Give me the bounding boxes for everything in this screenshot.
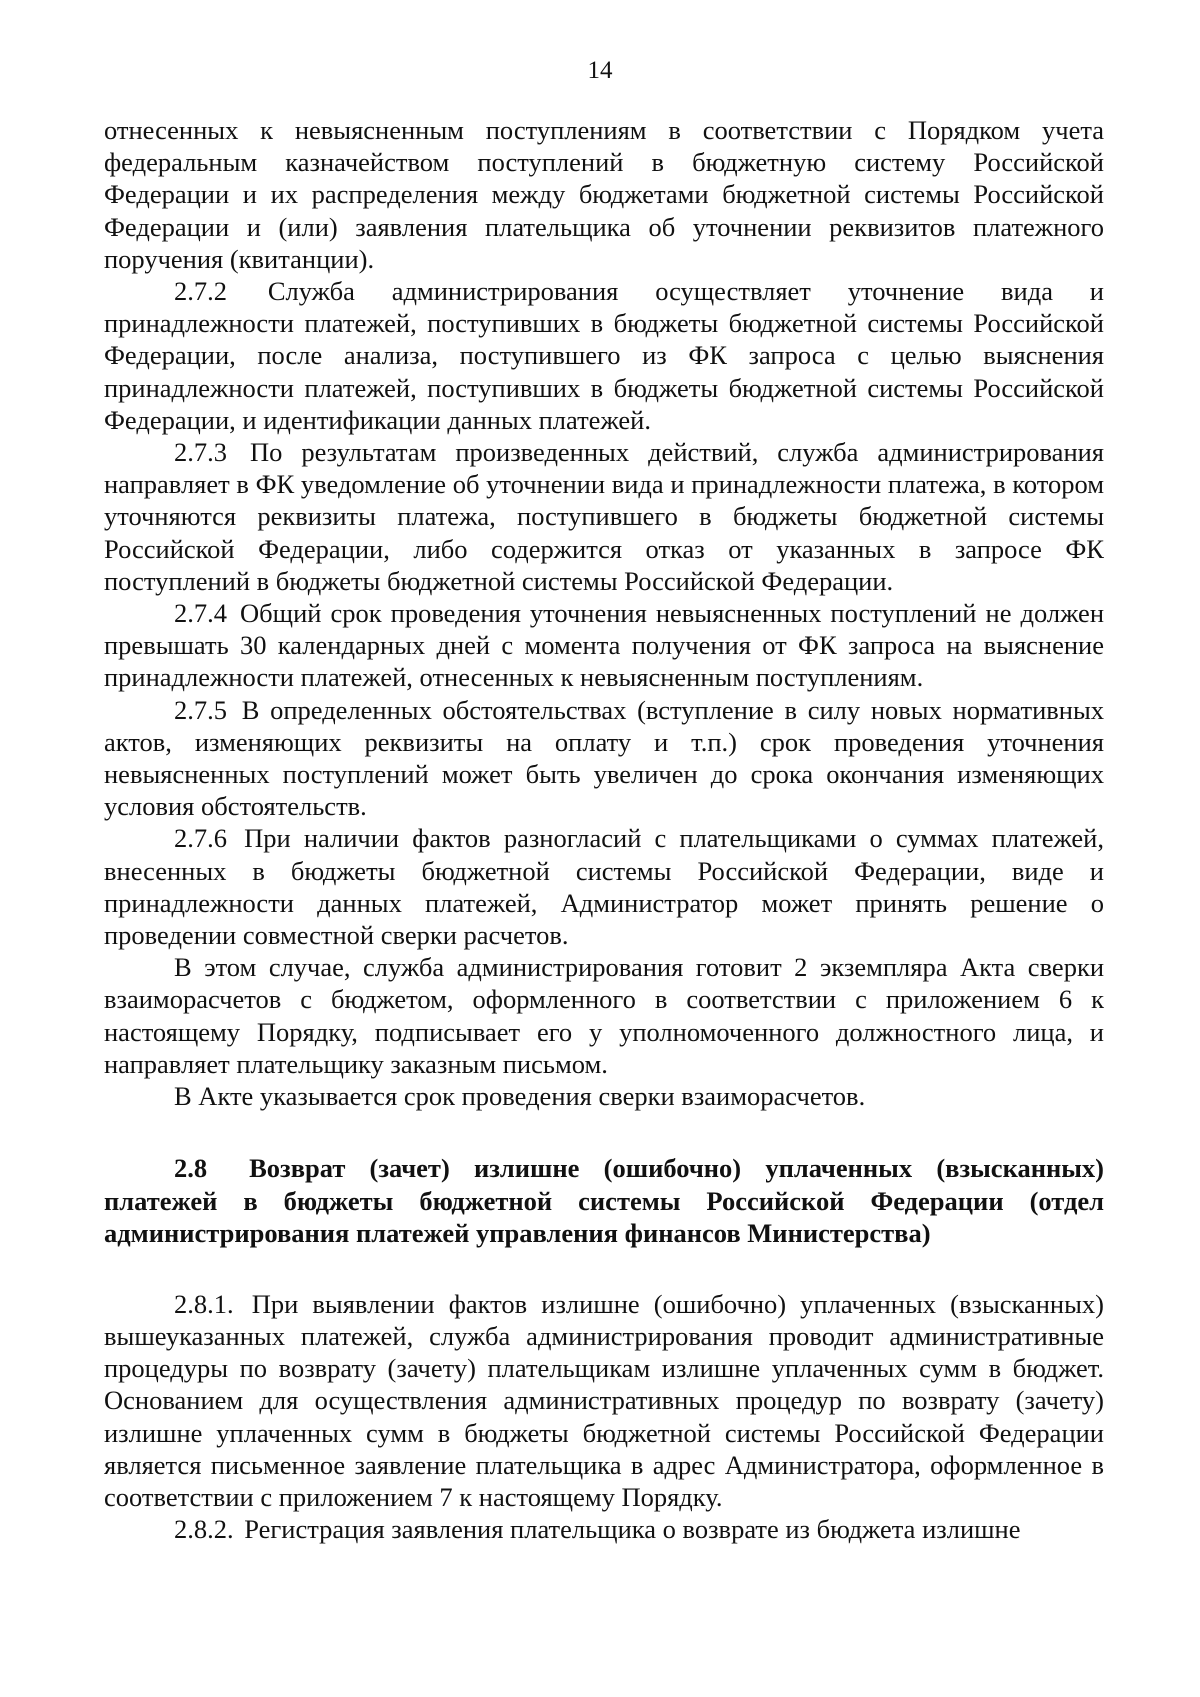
- paragraph-text: Регистрация заявления плательщика о возврате из бюджета излишне: [244, 1514, 1021, 1545]
- paragraph-number: 2.7.6: [174, 823, 227, 854]
- paragraph-text: В Акте указывается срок проведения сверки взаиморасчетов.: [174, 1081, 866, 1112]
- paragraph-2-7-6: [104, 822, 1104, 951]
- paragraph-2-8-2: [104, 1513, 1104, 1545]
- paragraph-text: Служба администрирования осуществляет уточнение вида и принадлежности платежей, поступивших в бюджеты бюджетной системы Российской Федерации, после анализа, поступившего из ФК запроса с целью выяснения принадлежности платежей, поступивших в бюджеты бюджетной системы Российской Федерации, и идентификации данных платежей.: [104, 276, 1104, 435]
- section-number: 2.8: [174, 1153, 208, 1184]
- paragraph-text: Общий срок проведения уточнения невыясненных поступлений не должен превышать 30 календарных дней с момента получения от ФК запроса на выяснение принадлежности платежей, отнесенных к невыясненным поступлениям.: [104, 598, 1104, 693]
- paragraph-number: 2.8.2.: [174, 1514, 234, 1545]
- document-body: [104, 114, 1104, 1545]
- paragraph-2-7-4: [104, 597, 1104, 694]
- paragraph-text: В этом случае, служба администрирования готовит 2 экземпляра Акта сверки взаиморасчетов с бюджетом, оформленного в соответствии с приложением 6 к настоящему Порядку, подписывает его у уполномоченного должностного лица, и направляет плательщику заказным письмом.: [104, 952, 1104, 1079]
- paragraph-number: 2.7.2: [174, 276, 227, 307]
- paragraph-2-7-2: [104, 275, 1104, 436]
- paragraph-2-7-3: [104, 436, 1104, 597]
- paragraph-text: При выявлении фактов излишне (ошибочно) уплаченных (взысканных) вышеуказанных платежей, служба администрирования проводит административные процедуры по возврату (зачету) плательщикам излишне уплаченных сумм в бюджет. Основанием для осуществления административных процедур по возврату (зачету) излишне уплаченных сумм в бюджеты бюджетной системы Российской Федерации является письменное заявление плательщика в адрес Администратора, оформленное в соответствии с приложением 7 к настоящему Порядку.: [104, 1288, 1104, 1513]
- paragraph-text: отнесенных к невыясненным поступлениям в соответствии с Порядком учета федеральным казначейством поступлений в бюджетную систему Российской Федерации и их распределения между бюджетами бюджетной системы Российской Федерации и (или) заявления плательщика об уточнении реквизитов платежного поручения (квитанции).: [104, 115, 1104, 274]
- paragraph-number: 2.7.5: [174, 694, 227, 725]
- paragraph-continuation: [104, 114, 1104, 275]
- paragraph-act-deadline: [104, 1080, 1104, 1112]
- paragraph-number: 2.7.3: [174, 437, 227, 468]
- section-title: Возврат (зачет) излишне (ошибочно) уплаченных (взысканных) платежей в бюджеты бюджетной системы Российской Федерации (отдел администрирования платежей управления финансов Министерства): [104, 1153, 1104, 1249]
- paragraph-text: В определенных обстоятельствах (вступление в силу новых нормативных актов, изменяющих реквизиты на оплату и т.п.) срок проведения уточнения невыясненных поступлений может быть увеличен до срока окончания изменяющих условия обстоятельств.: [104, 694, 1105, 822]
- paragraph-reconciliation-act: [104, 951, 1104, 1080]
- page-number: 14: [587, 57, 613, 84]
- paragraph-2-8-1: [104, 1288, 1104, 1513]
- section-heading-2-8: [104, 1152, 1104, 1250]
- paragraph-text: По результатам произведенных действий, служба администрирования направляет в ФК уведомление об уточнении вида и принадлежности платежа, в котором уточняются реквизиты платежа, поступившего в бюджеты бюджетной системы Российской Федерации, либо содержится отказ от указанных в запросе ФК поступлений в бюджеты бюджетной системы Российской Федерации.: [104, 437, 1104, 596]
- paragraph-text: При наличии фактов разногласий с плательщиками о суммах платежей, внесенных в бюджеты бюджетной системы Российской Федерации, виде и принадлежности данных платежей, Администратор может принять решение о проведении совместной сверки расчетов.: [104, 823, 1104, 951]
- paragraph-number: 2.8.1.: [174, 1288, 234, 1319]
- paragraph-2-7-5: [104, 694, 1104, 823]
- paragraph-number: 2.7.4: [174, 598, 227, 629]
